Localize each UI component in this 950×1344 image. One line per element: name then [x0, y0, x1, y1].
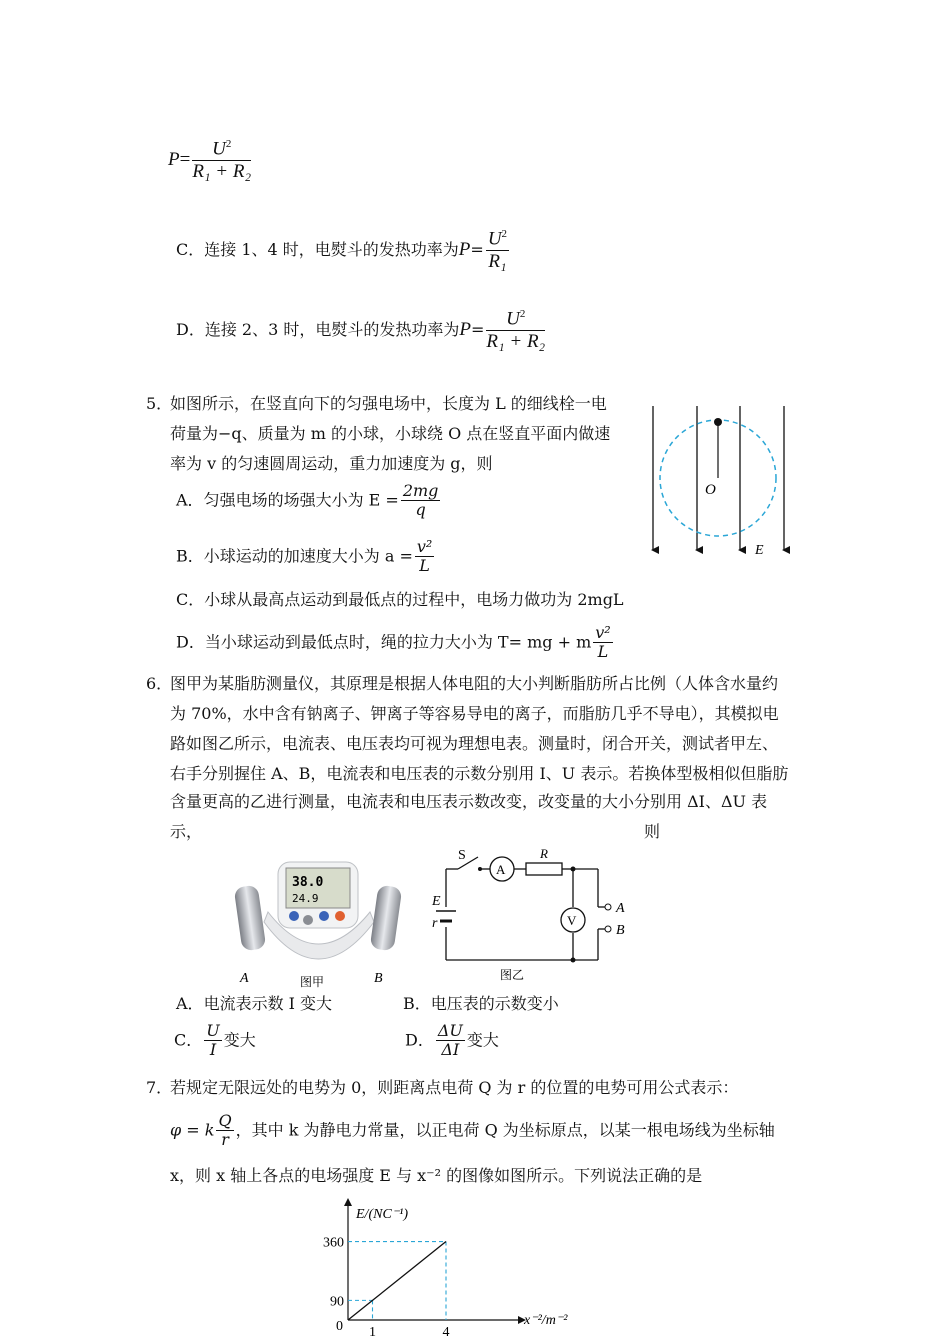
option-label: D． [405, 1030, 434, 1050]
x-tick-label: 4 [442, 1325, 450, 1340]
q6-stem-tail: 则 [644, 822, 661, 841]
option-text: 变大 [223, 1030, 256, 1050]
circuit-diagram [428, 845, 638, 985]
terminal-b [605, 926, 611, 932]
lcd-reading-1: 38.0 [292, 875, 324, 890]
q6-option-a [176, 990, 332, 1018]
option-label: C． [176, 240, 205, 260]
frac-num: U [487, 228, 502, 250]
x-tick-label: 1 [369, 1325, 376, 1340]
q5-number: 5． [146, 394, 173, 413]
option-text: 匀强电场的场强大小为 E = [203, 490, 399, 510]
q6-stem-line-3: 路如图乙所示，电流表、电压表均可视为理想电表。测量时，闭合开关，测试者甲左、 [170, 734, 779, 753]
junction [571, 867, 576, 872]
option-text: 变大 [466, 1030, 499, 1050]
frac-num: 2mg [402, 481, 439, 500]
option-label: A． [176, 490, 204, 510]
option-text: 小球运动的加速度大小为 a = [203, 546, 413, 566]
right-handle [370, 885, 403, 952]
voltmeter-label: V [567, 913, 577, 928]
emf-label: E [432, 894, 441, 909]
option-label: D． [176, 632, 205, 652]
switch-contact [478, 867, 482, 871]
frac-den: r [221, 1130, 229, 1150]
switch-label: S [458, 848, 466, 863]
q7-line-2: ，其中 k 为静电力常量，以正电荷 Q 为坐标原点，以某一根电场线为坐标轴 [235, 1120, 775, 1140]
q6-stem-line-4: 右手分别握住 A、B，电流表和电压表的示数分别用 I、U 表示。若换体型极相似但脂肪 [170, 764, 789, 783]
resistor-label: R [540, 846, 548, 861]
top-power-formula: P= $\frac{U^2}{\text{R₁ + R₂}}$ [168, 138, 252, 183]
option-label: B． [176, 546, 204, 566]
fat-meter-device [228, 858, 408, 990]
left-handle [234, 885, 267, 952]
option-text: 电压表的示数变小 [430, 994, 559, 1013]
option-label: A． [176, 994, 204, 1013]
q6-number: 6． [146, 674, 173, 693]
q5-option-d [176, 624, 615, 662]
origin-label: 0 [336, 1319, 343, 1334]
q7-line-1: 若规定无限远处的电势为 0，则距离点电荷 Q 为 r 的位置的电势可用公式表示： [170, 1078, 739, 1097]
q6-stem-line-6: 示， [170, 822, 203, 841]
frac-num: Q [218, 1111, 232, 1130]
formula-num-exp: 2 [225, 138, 232, 150]
device-button [335, 911, 345, 921]
terminal-a [605, 904, 611, 910]
terminal-b-label: B [616, 923, 625, 938]
y-axis-label: E/(NC⁻¹) [356, 1207, 409, 1222]
ball [714, 418, 722, 426]
frac-den: q [415, 500, 426, 520]
device-button [319, 911, 329, 921]
resistor [526, 863, 562, 875]
y-tick-label: 360 [323, 1235, 344, 1251]
frac-num: v² [595, 623, 611, 642]
q6-stem-line-2: 为 70%，水中含有钠离子、钾离子等容易导电的离子，而脂肪几乎不导电），其模拟电 [170, 704, 779, 723]
option-text: 电流表示数 I 变大 [203, 994, 333, 1013]
q7-formula-line [170, 1112, 775, 1150]
field-label: E [755, 543, 764, 558]
frac-den: ΔI [441, 1040, 460, 1060]
q6-option-d [405, 1022, 499, 1060]
q5-stem-line-3: 率为 v 的匀速圆周运动，重力加速度为 g，则 [170, 454, 493, 473]
option-label: C． [176, 590, 205, 609]
device-button [303, 915, 313, 925]
frac-num: U [506, 308, 520, 330]
q5-stem-line-2: 荷量为−q、质量为 m 的小球，小球绕 O 点在竖直平面内做速 [170, 424, 611, 443]
q4-option-d: D．连接 2、3 时，电熨斗的发热功率为P= $\frac{U^2}{\text{R₁ + R₂}}$ [176, 308, 546, 353]
frac-den: R₁ [488, 251, 507, 273]
device-label-b: B [374, 971, 383, 986]
device-label-a: A [240, 971, 249, 986]
q6-option-c [174, 1022, 256, 1060]
q5-stem-line-1: 如图所示，在竖直向下的匀强电场中，长度为 L 的细线栓一电 [170, 394, 607, 413]
device-button [289, 911, 299, 921]
option-label: D． [176, 320, 205, 340]
lcd-reading-2: 24.9 [292, 892, 319, 905]
frac-den: R₁ + R₂ [486, 331, 546, 353]
frac-exp: 2 [519, 308, 526, 320]
ammeter-label: A [496, 862, 506, 877]
option-text: 小球从最高点运动到最低点的过程中，电场力做功为 2mgL [204, 590, 624, 609]
e-vs-inverse-x-squared-chart [300, 1198, 590, 1344]
figure-caption-jia: 图甲 [300, 975, 325, 989]
q5-field-figure [640, 400, 800, 565]
q5-option-a [176, 482, 442, 520]
option-label: C． [174, 1030, 203, 1050]
option-label: B． [403, 994, 431, 1013]
formula-num-var: U [212, 138, 226, 160]
option-text: 连接 1、4 时，电熨斗的发热功率为 [204, 240, 459, 260]
q5-option-c [176, 586, 624, 614]
q7-line-3: x，则 x 轴上各点的电场强度 E 与 x⁻² 的图像如图所示。下列说法正确的是 [170, 1166, 703, 1185]
option-text: 当小球运动到最低点时，绳的拉力大小为 T= mg + m [204, 632, 592, 652]
q6-option-b [403, 990, 559, 1018]
x-axis-label: x⁻²/m⁻² [524, 1313, 568, 1328]
formula-lhs: P [168, 148, 180, 170]
internal-resistance-label: r [432, 916, 438, 931]
frac-exp: 2 [501, 228, 508, 240]
frac-num: U [206, 1021, 220, 1040]
q6-stem-line-5: 含量更高的乙进行测量，电流表和电压表示数改变，改变量的大小分别用 ΔI、ΔU 表 [170, 792, 768, 811]
q7-number: 7． [146, 1078, 173, 1097]
frac-den: L [419, 556, 430, 576]
frac-num: v² [416, 537, 433, 556]
q5-option-b [176, 538, 436, 576]
data-line [348, 1242, 446, 1320]
q6-stem-line-1: 图甲为某脂肪测量仪，其原理是根据人体电阻的大小判断脂肪所占比例（人体含水量约 [170, 674, 779, 693]
figure-caption-yi: 图乙 [500, 968, 525, 982]
terminal-a-label: A [616, 901, 625, 916]
formula-den: R₁ + R₂ [192, 161, 252, 183]
option-text: 连接 2、3 时，电熨斗的发热功率为 [204, 320, 460, 340]
frac-den: L [597, 642, 609, 662]
y-tick-label: 90 [330, 1294, 344, 1310]
q4-option-c: C．连接 1、4 时，电熨斗的发热功率为P= $\frac{U^2}{\text{R₁}}$ [176, 228, 508, 273]
center-label: O [705, 482, 716, 498]
potential-formula-lhs: φ = k [170, 1120, 215, 1140]
frac-num: ΔU [437, 1021, 463, 1040]
frac-den: I [209, 1040, 217, 1060]
junction [571, 958, 576, 963]
